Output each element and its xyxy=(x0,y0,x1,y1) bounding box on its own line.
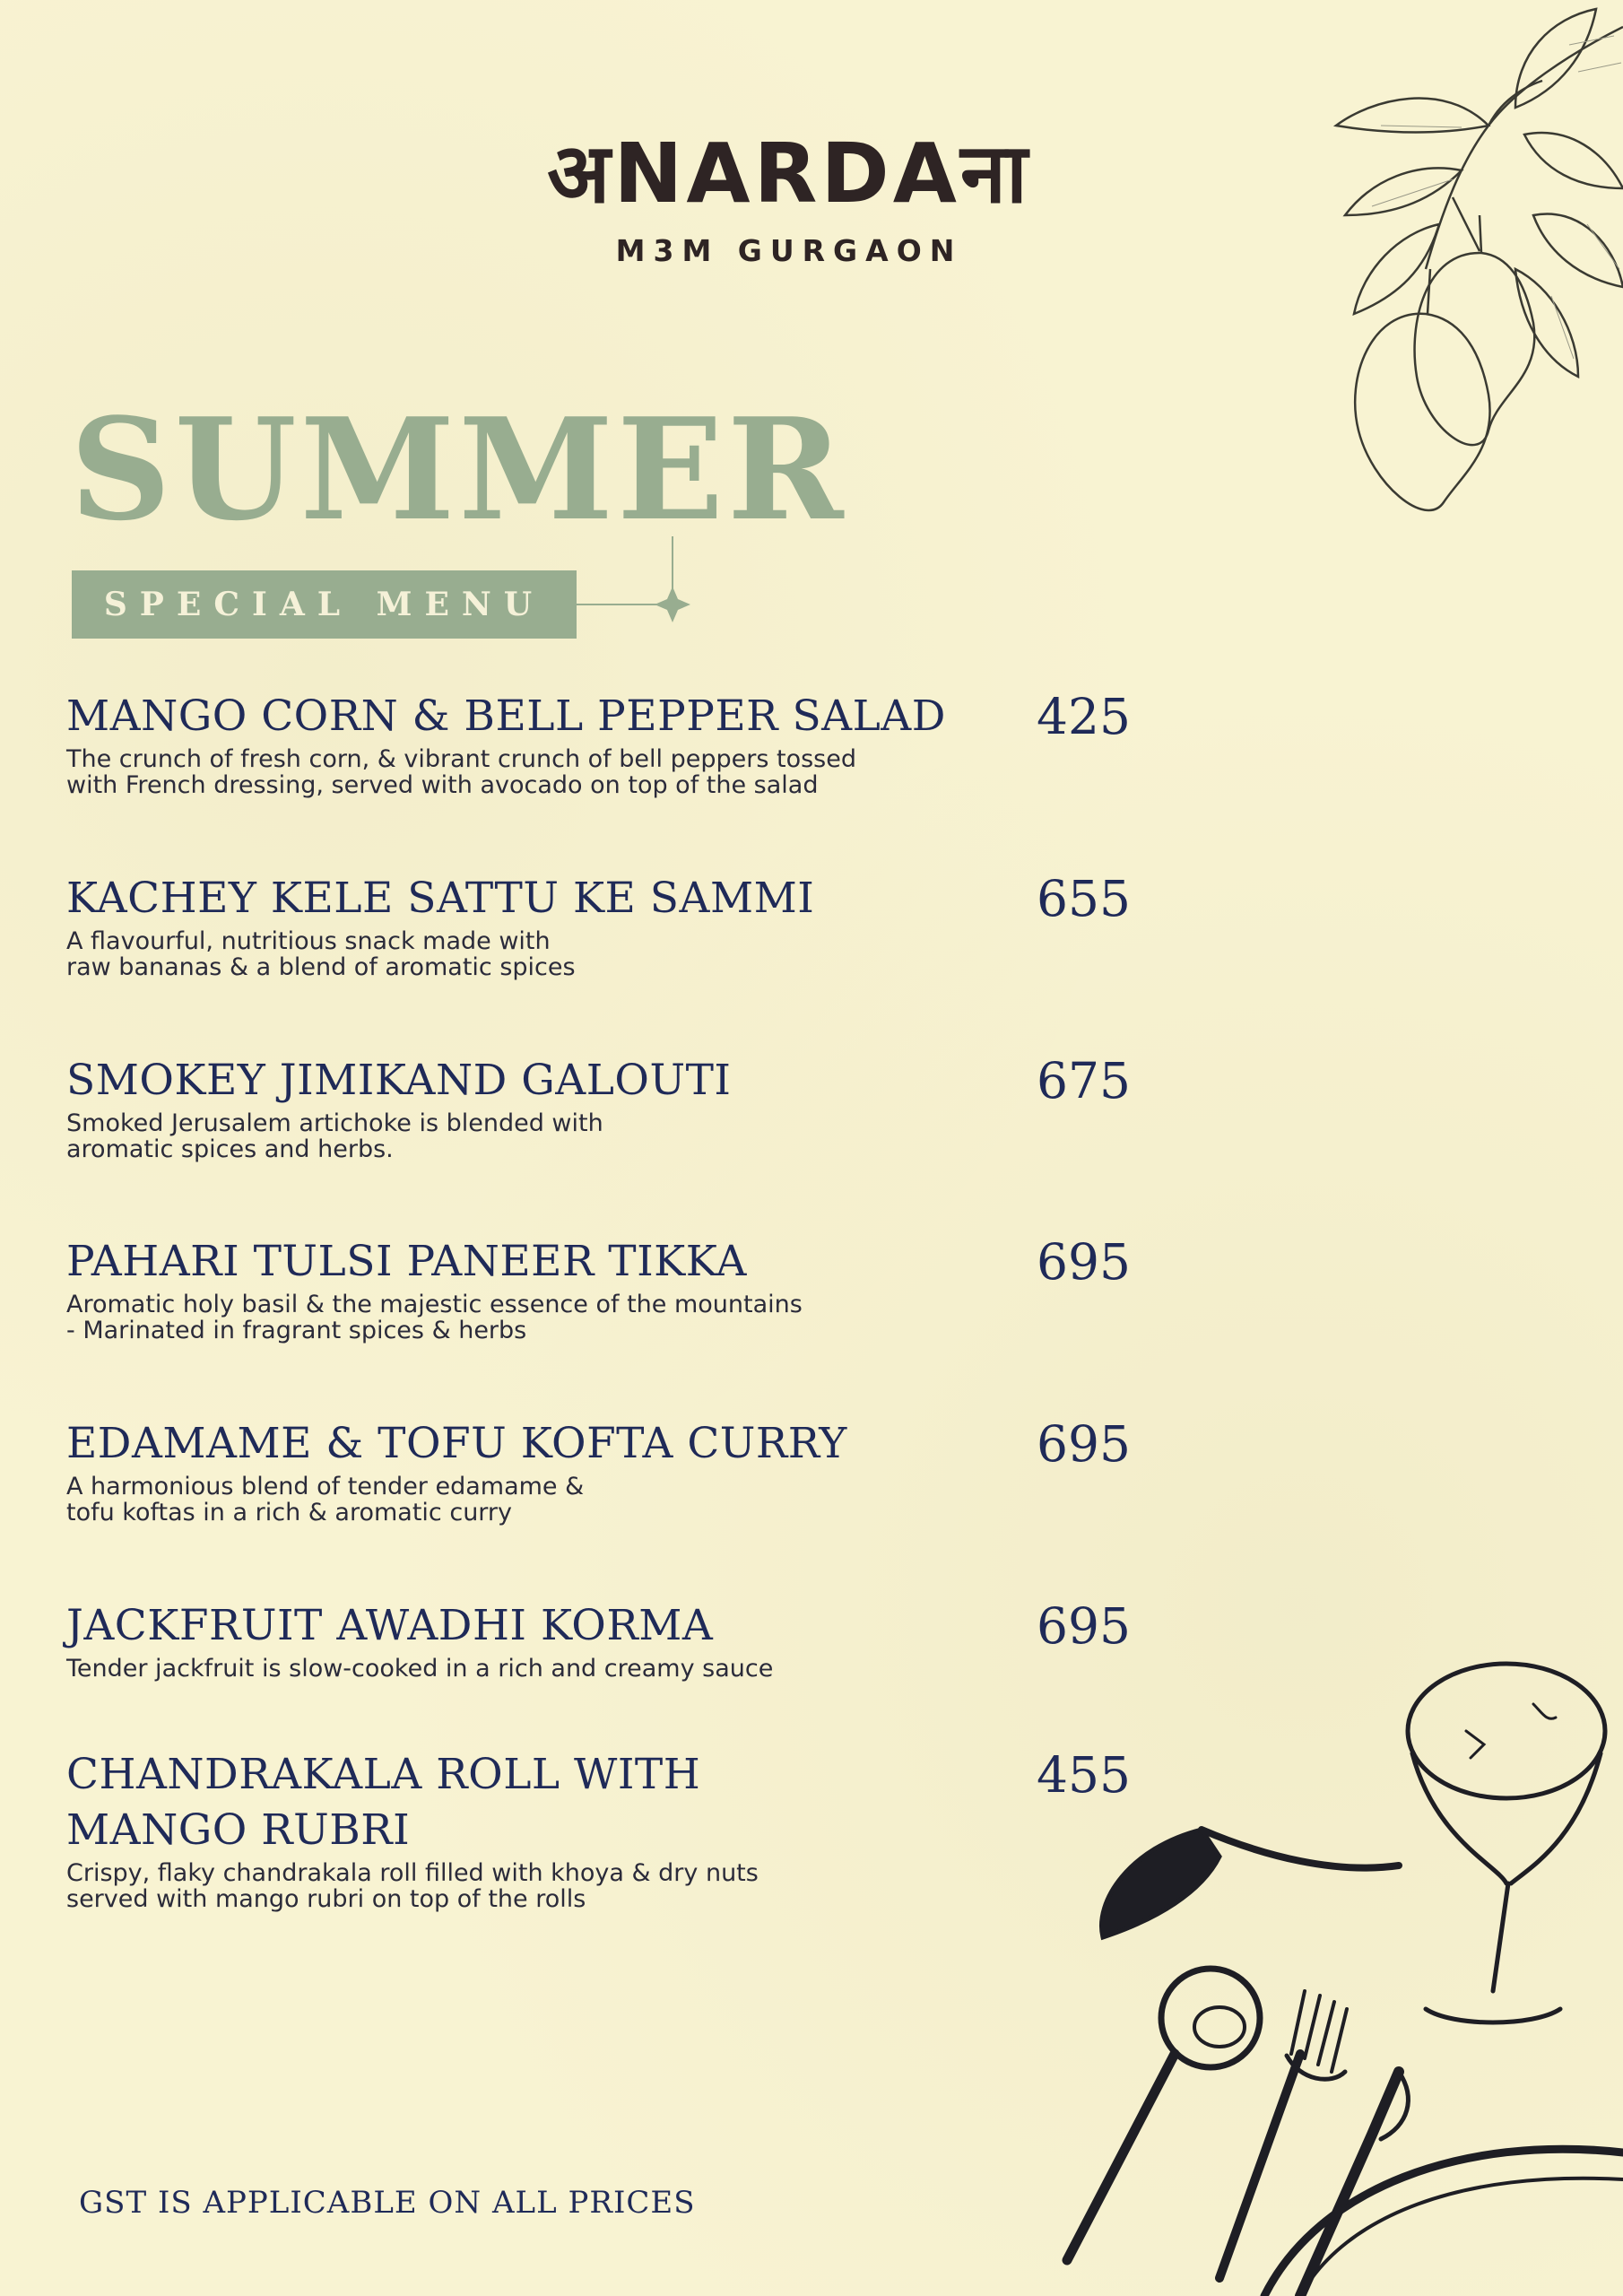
item-description: Tender jackfruit is slow-cooked in a rich and creamy sauce xyxy=(66,1655,774,1683)
item-name: MANGO CORN & BELL PEPPER SALAD xyxy=(66,691,946,741)
item-price: 655 xyxy=(1037,870,1131,927)
item-description: A flavourful, nutritious snack made with raw bananas & a blend of aromatic spices xyxy=(66,927,576,981)
sparkle-ornament-icon xyxy=(574,536,699,635)
item-description: A harmonious blend of tender edamame & tofu koftas in a rich & aromatic curry xyxy=(66,1473,585,1526)
item-name: SMOKEY JIMIKAND GALOUTI xyxy=(66,1056,732,1105)
item-name: EDAMAME & TOFU KOFTA CURRY xyxy=(66,1419,847,1468)
item-description: Aromatic holy basil & the majestic essence of the mountains - Marinated in fragrant spices & herbs xyxy=(66,1291,803,1344)
menu-item xyxy=(66,689,1142,798)
menu-item xyxy=(66,1747,1142,1912)
item-price: 695 xyxy=(1037,1597,1131,1655)
mango-branch-illustration xyxy=(1193,0,1623,538)
item-description: Smoked Jerusalem artichoke is blended with aromatic spices and herbs. xyxy=(66,1109,603,1163)
menu-item xyxy=(66,1053,1142,1162)
tableware-illustration xyxy=(995,1632,1623,2296)
menu-item xyxy=(66,1598,1142,1682)
item-price: 675 xyxy=(1037,1052,1131,1109)
item-price: 695 xyxy=(1037,1233,1131,1291)
menu-item xyxy=(66,871,1142,980)
item-description: Crispy, flaky chandrakala roll filled with khoya & dry nuts served with mango rubri on top of the rolls xyxy=(66,1859,759,1913)
brand-location: M3M GURGAON xyxy=(615,233,963,268)
item-name: KACHEY KELE SATTU KE SAMMI xyxy=(66,874,815,923)
item-price: 695 xyxy=(1037,1415,1131,1473)
menu-title: SUMMER xyxy=(70,387,847,552)
item-name: JACKFRUIT AWADHI KORMA xyxy=(66,1601,714,1650)
item-price: 425 xyxy=(1037,688,1131,745)
item-price: 455 xyxy=(1037,1746,1131,1804)
gst-note: GST IS APPLICABLE ON ALL PRICES xyxy=(79,2185,696,2221)
brand-header xyxy=(502,126,1076,268)
item-name: CHANDRAKALA ROLL WITH MANGO RUBRI xyxy=(66,1750,701,1855)
menu-item xyxy=(66,1416,1142,1526)
menu-item xyxy=(66,1234,1142,1344)
menu-subtitle-badge: SPECIAL MENU xyxy=(72,570,577,639)
item-description: The crunch of fresh corn, & vibrant crunch of bell peppers tossed with French dressing, served with avocado on top of the salad xyxy=(66,745,856,799)
brand-logo: अNARDAना xyxy=(547,126,1031,222)
item-name: PAHARI TULSI PANEER TIKKA xyxy=(66,1237,747,1286)
